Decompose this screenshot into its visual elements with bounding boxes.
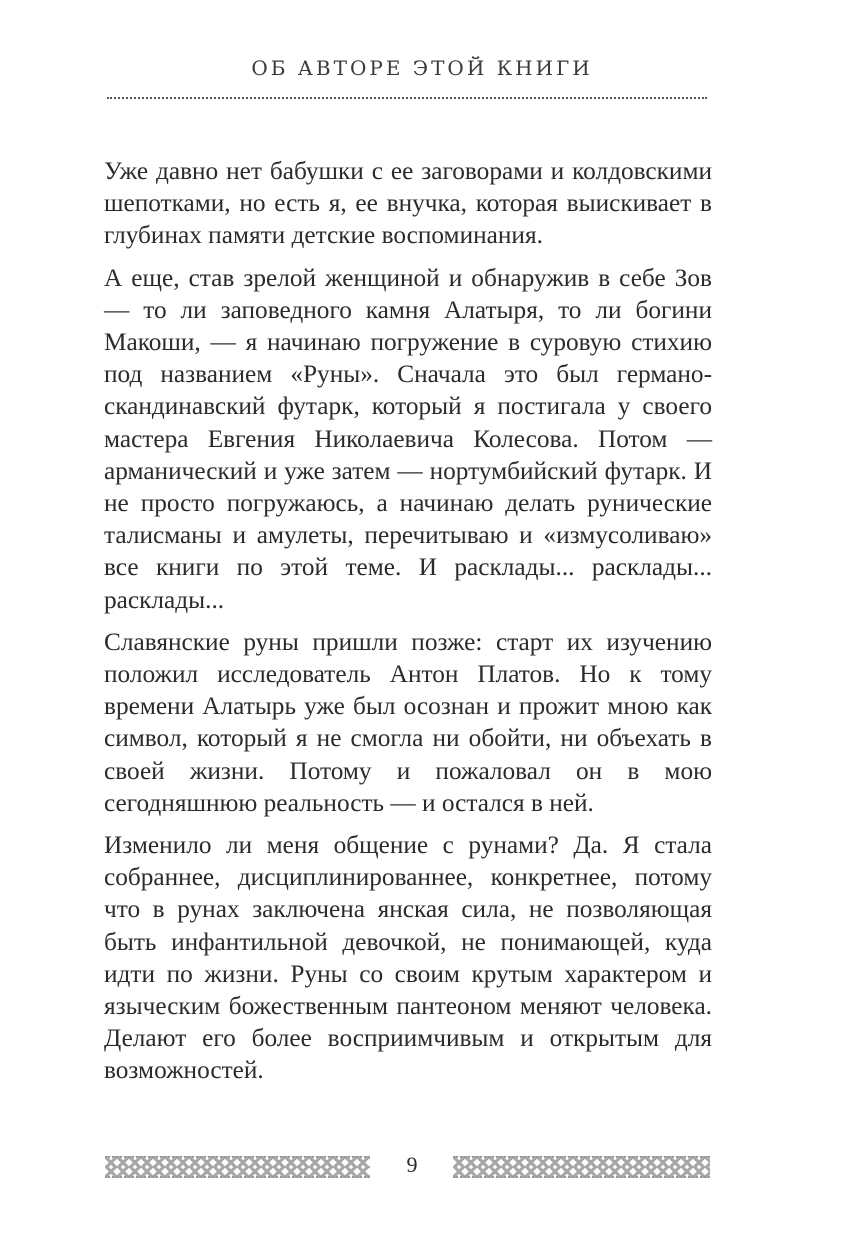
paragraph: Уже давно нет бабушки с ее заговорами и колдовскими шепотками, но есть я, ее внучка, которая выискивает в глубинах памяти детские воспоминания. bbox=[104, 157, 712, 250]
paragraph: Изменило ли меня общение с рунами? Да. Я стала собраннее, дисциплинированнее, конкретнее, потому что в рунах заключена янская сила, не позволяющая быть инфантильной девочкой, не понимающей, куда идти по жизни. Руны со своим крутым характером и языческим божественным пантеоном меняют человека. Делают его более восприимчивым и открытым для возможностей. bbox=[104, 831, 712, 1085]
running-title: ОБ АВТОРЕ ЭТОЙ КНИГИ bbox=[251, 56, 593, 80]
page-number: 9 bbox=[406, 1152, 418, 1177]
page-footer bbox=[0, 1150, 844, 1180]
folk-pattern-ornament-icon bbox=[453, 1156, 710, 1178]
folk-pattern-ornament-icon bbox=[105, 1156, 370, 1178]
paragraph: Славянские руны пришли позже: старт их изучению положил исследователь Антон Платов. Но к тому времени Алатырь уже был осознан и прожит мною как символ, который я не смогла ни обойти, ни объехать в своей жизни. Потому и пожаловал он в мою сегодняшнюю реальность — и остался в ней. bbox=[104, 627, 712, 817]
dotted-rule bbox=[107, 97, 707, 99]
paragraph: А еще, став зрелой женщиной и обнаружив в себе Зов — то ли заповедного камня Алатыря, то ли богини Макоши, — я начинаю погружение в суровую стихию под названием «Руны». Сначала это был германо-скандинавский футарк, который я постигала у своего мастера Евгения Николаевича Колесова. Потом — арманический и уже затем — нортумбийский футарк. И не просто погружаюсь, а начинаю делать рунические талисманы и амулеты, перечитываю и «измусоливаю» все книги по этой теме. И расклады... расклады... расклады... bbox=[104, 263, 712, 614]
body-text bbox=[104, 155, 712, 1097]
